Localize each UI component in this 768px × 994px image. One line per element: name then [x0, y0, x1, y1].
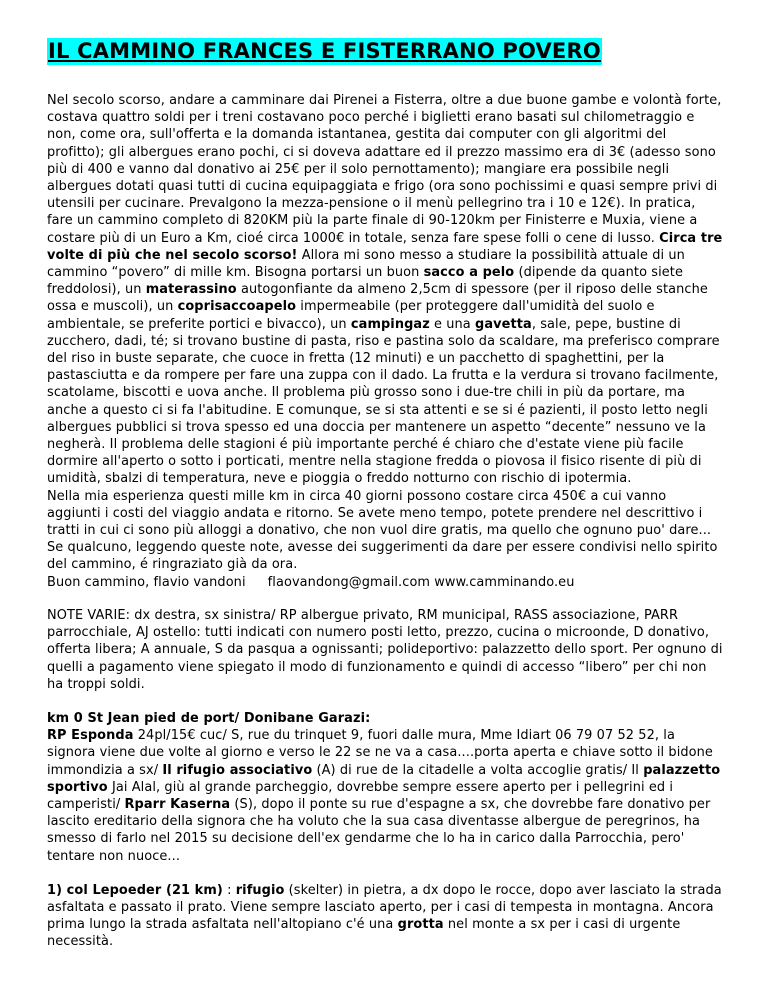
item-campingaz: campingaz	[350, 316, 430, 332]
signature-line	[47, 574, 723, 591]
km0-text: 24pl/15€ cuc/ S, rue du trinquet 9, fuori dalle mura, Mme Idiart 06 79 07 52 52, la signora viene due volte al giorno e verso le 22 se ne va a casa....porta aperta e chiave sotto il bidone immondizia a sx/	[47, 728, 713, 778]
intro-text: Allora mi sono messo a studiare la possibilità attuale di un cammino “povero” di mille km. Bisogna portarsi un buon	[47, 247, 685, 281]
intro-paragraph	[47, 92, 723, 488]
albergue-name: palazzetto sportivo	[47, 762, 721, 795]
stage1-text: (skelter) in pietra, a dx dopo le rocce, dopo aver lasciato la strada asfaltata e passato il prato. Viene sempre lasciato aperto, per i casi di tempesta in montagna. Ancora prima lungo la strada asfaltata nell'altopiano c'é una	[47, 882, 722, 933]
signature: Buon cammino, flavio vandoni	[47, 574, 246, 590]
item-sleeping-bag: sacco a pelo	[423, 265, 515, 281]
item-mattress: materassino	[145, 282, 237, 298]
albergue-name: RP Esponda	[47, 728, 134, 744]
intro-text: impermeabile (per proteggere dall'umidità del suolo e ambientale, se preferite portici e bivacco), un	[47, 299, 655, 332]
intro-text: Nel secolo scorso, andare a camminare dai Pirenei a Fisterra, oltre a due buone gambe e volontà forte, costava quattro soldi per i treni costavano poco perché i biglietti erano basati sul chilometraggio e non, come ora, sull'offerta e la domanda istantanea, gestita dai computer con gli algoritmi del profitto); gli albergues erano pochi, ci si doveva adattare ed il prezzo massimo era di 3€ (adesso sono più di 400 e vanno dal donativo ai 25€ per il solo pernottamento); mangiare era possibile negli albergues dotati quasi tutti di cucina equipaggiata e frigo (ora sono pochissimi e quasi sempre privi di utensili per cucinare. Prevalgono la mezza-pensione o il menù pellegrino tra i 10 e 12€). In pratica, fare un cammino completo di 820KM più la parte finale di 90-120km per Finisterre e Muxia, viene a costare più di un Euro a Km, cioé circa 1000€ in totale, senza fare spese folli o cene di lusso.	[47, 93, 722, 246]
intro-cost-paragraph: Nella mia esperienza questi mille km in circa 40 giorni possono costare circa 450€ a cui vanno aggiunti i costi del viaggio andata e ritorno. Se avete meno tempo, potete prendere nel descrittivo i tratti in cui ci sono più alloggi a donativo, che non vuol dire gratis, ma quello che ognuno puo' dare...	[47, 488, 712, 539]
km0-heading: km 0 St Jean pied de port/ Donibane Garazi:	[47, 710, 371, 726]
intro-text: autogonfiante da almeno 2,5cm di spessore (per il riposo delle stanche ossa e muscoli), un	[47, 282, 708, 315]
document-page	[47, 38, 723, 951]
intro-suggestions-paragraph: Se qualcuno, leggendo queste note, avesse dei suggerimenti da dare per essere condivisi nello spirito del cammino, é ringraziato già da ora.	[47, 540, 718, 573]
notes-paragraph: NOTE VARIE: dx destra, sx sinistra/ RP albergue privato, RM municipal, RASS associazione, PARR parrocchiale, AJ ostello: tutti indicati con numero posti letto, prezzo, cucina o microonde, D donativo, offerta libera; A annuale, S da pasqua a ognissanti; polideportivo: palazzetto dello sport. Per ognuno di quelli a pagamento viene spiegato il modo di funzionamento e quindi di accesso “libero” per chi non ha troppi soldi.	[47, 607, 723, 692]
albergue-name: Il rifugio associativo	[162, 762, 313, 778]
km0-text: Jai Alal, giù al grande parcheggio, dovrebbe sempre essere aperto per i pellegrini ed i camperisti/	[47, 779, 674, 812]
document-title: IL CAMMINO FRANCES E FISTERRANO POVERO	[48, 39, 601, 63]
shelter-name: rifugio	[235, 882, 285, 898]
intro-highlight: Circa tre volte di più che nel secolo scorso!	[47, 230, 723, 263]
item-bag-cover: coprisaccoapelo	[177, 299, 297, 315]
km0-text: (S), dopo il ponte su rue d'espagne a sx, che dovrebbe fare donativo per lascito ereditario della signora che ha voluto che la sua casa diventasse albergue de peregrinos, ha smesso di farlo nel 2015 su decisione dell'ex gendarme che lo ha in carico dalla Parrocchia, pero' tentare non nuoce...	[47, 796, 711, 864]
contact-info: flaovandong@gmail.com www.camminando.eu	[267, 574, 575, 590]
intro-text: , sale, pepe, bustine di zucchero, dadi, té; si trovano bustine di pasta, riso e pastina solo da scaldare, ma preferisco comprare del riso in buste separate, che cuoce in fretta (12 minuti) e un pacchetto di spaghettini, per la pastasciutta e da rompere per fare una zuppa con il dado. La frutta e la verdura si trovano facilmente, scatolame, biscotti e uova anche. Il problema più grosso sono i due-tre chili in più da portare, ma anche a questo ci si fa l'abitudine. E comunque, se si sta attenti e se si é pazienti, il posto letto negli albergues pubblici si trova spesso ed una doccia per mantenere un aspetto “decente” nessuno ve la negherà. Il problema delle stagioni é più importante perché é chiaro che d'estate viene più facile dormire all'aperto o sotto i porticati, mentre nella stagione fredda o piovosa il fisico risente di più di umidità, sbalzi di temperatura, neve e pioggia o freddo notturno con rischio di ipotermia.	[47, 316, 720, 487]
item-gavetta: gavetta	[475, 316, 532, 332]
stage1-heading: 1) col Lepoeder (21 km)	[47, 882, 223, 898]
intro-text: (dipende da quanto siete freddolosi), un	[47, 265, 683, 298]
km0-text: (A) di rue de la citadelle a volta accoglie gratis/ Il	[312, 762, 644, 778]
stage1-text: nel monte a sx per i casi di urgente necessità.	[47, 917, 681, 950]
stage1-paragraph	[47, 882, 723, 951]
km0-paragraph	[47, 710, 723, 865]
stage1-text: :	[222, 882, 236, 898]
intro-text: e una	[429, 316, 476, 332]
albergue-name: Rparr Kaserna	[124, 796, 231, 812]
cave-name: grotta	[397, 917, 444, 933]
